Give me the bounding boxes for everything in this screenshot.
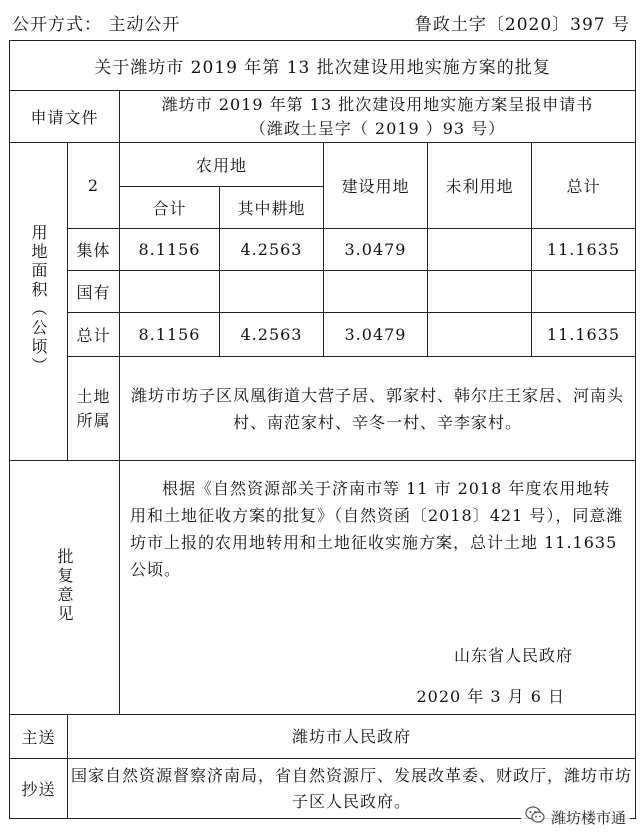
application-label: 申请文件	[10, 91, 120, 143]
approval-text: 根据《自然资源部关于济南市等 11 市 2018 年度农用地转用和土地征收方案的批复》（自然资函〔2018〕421 号），同意潍坊市上报的农用地转用和土地征收实施方案，总计土地 11.1635 公顷。	[130, 479, 624, 579]
subtotal-value: 8.1156	[120, 313, 220, 357]
approval-form-table	[9, 40, 636, 819]
approval-label: 批复意见	[55, 547, 74, 624]
document-title: 关于潍坊市 2019 年第 13 批次建设用地实施方案的批复	[10, 41, 636, 91]
watermark-text: 潍坊楼市通	[550, 808, 626, 827]
corner-cell: 2	[68, 143, 120, 229]
application-line2: （潍政土呈字（ 2019 ）93 号）	[249, 118, 506, 138]
total-value	[532, 271, 636, 313]
total-header: 总计	[532, 143, 636, 229]
table-row	[10, 313, 636, 357]
total-value: 11.1635	[532, 229, 636, 271]
location-label: 土地所属	[68, 357, 120, 461]
construction-value	[324, 271, 428, 313]
table-row	[10, 271, 636, 313]
disclosure-mode: 公开方式： 主动公开	[12, 15, 181, 35]
construction-header: 建设用地	[324, 143, 428, 229]
table-row	[10, 229, 636, 271]
unused-value	[428, 313, 532, 357]
arable-header: 其中耕地	[220, 187, 324, 229]
cc-text: 国家自然资源督察济南局，省自然资源厅、发展改革委、财政厅，潍坊市坊子区人民政府。	[68, 759, 636, 819]
agricultural-header: 农用地	[120, 143, 324, 187]
subtotal-value: 8.1156	[120, 229, 220, 271]
construction-value: 3.0479	[324, 229, 428, 271]
approval-label-cell	[10, 461, 120, 715]
cc-label: 抄送	[10, 759, 68, 819]
row-label: 总计	[68, 313, 120, 357]
total-value: 11.1635	[532, 313, 636, 357]
land-area-label: 用地面积（公顷）	[29, 223, 48, 376]
location-text: 潍坊市坊子区凤凰街道大营子居、郭家村、韩尔庄王家居、河南头村、南范家村、辛冬一村、辛李家村。	[120, 357, 636, 461]
document-header	[0, 0, 640, 40]
row-label: 集体	[68, 229, 120, 271]
unused-value	[428, 271, 532, 313]
subtotal-value	[120, 271, 220, 313]
construction-value: 3.0479	[324, 313, 428, 357]
approval-signer: 山东省人民政府	[453, 646, 573, 665]
wechat-icon	[525, 806, 545, 828]
document-number: 鲁政土字〔2020〕397 号	[414, 15, 630, 35]
approval-cell	[120, 461, 636, 715]
land-area-label-cell	[10, 143, 68, 461]
arable-value: 4.2563	[220, 229, 324, 271]
unused-value	[428, 229, 532, 271]
application-line1: 潍坊市 2019 年第 13 批次建设用地实施方案呈报申请书	[161, 94, 594, 114]
subtotal-header: 合计	[120, 187, 220, 229]
application-cell	[120, 91, 636, 143]
watermark	[521, 806, 630, 828]
arable-value	[220, 271, 324, 313]
approval-date: 2020 年 3 月 6 日	[416, 687, 565, 706]
main-recipient-text: 潍坊市人民政府	[68, 715, 636, 759]
arable-value: 4.2563	[220, 313, 324, 357]
main-recipient-label: 主送	[10, 715, 68, 759]
unused-header: 未利用地	[428, 143, 532, 229]
row-label: 国有	[68, 271, 120, 313]
